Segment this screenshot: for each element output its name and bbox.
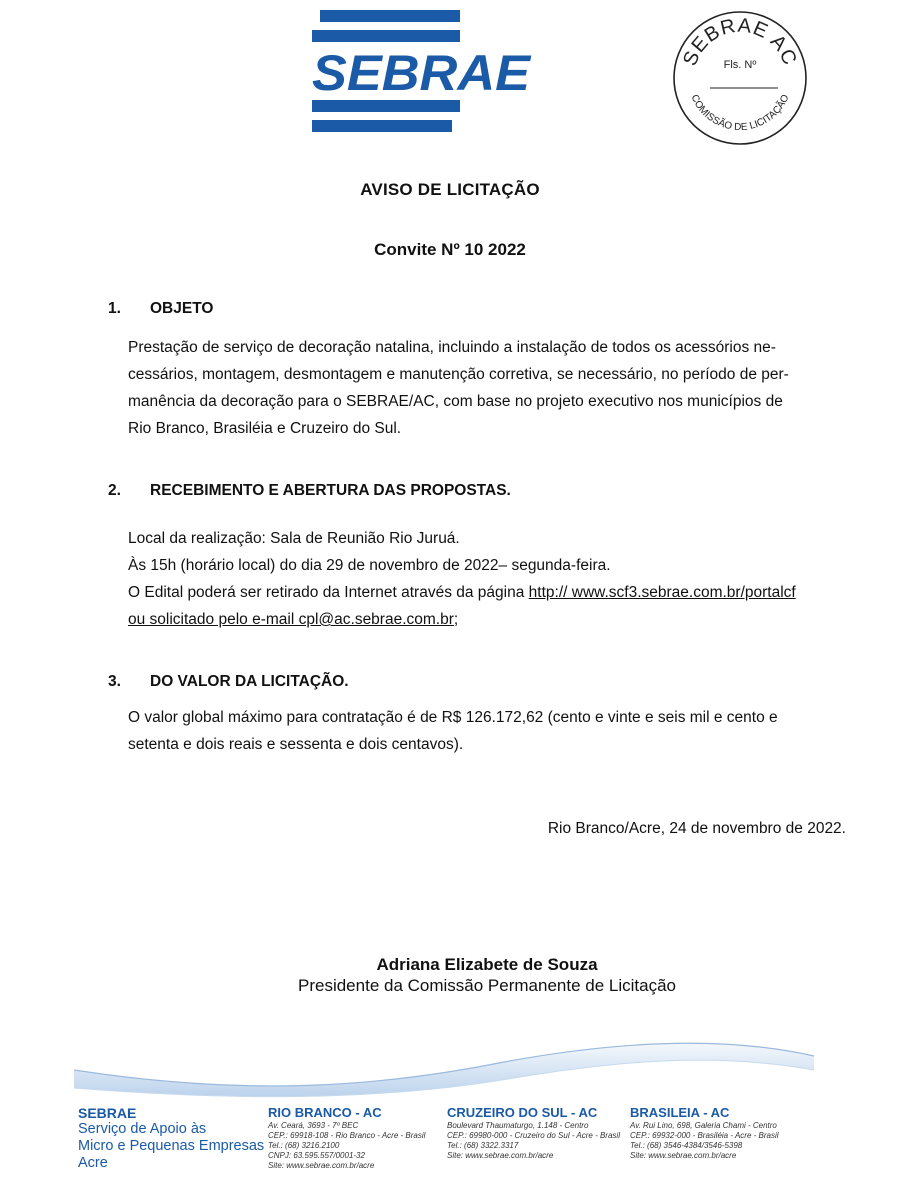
- svg-text:COMISSÃO DE LICITAÇÃO: [689, 93, 792, 133]
- meeting-time: Às 15h (horário local) do dia 29 de novembro de 2022– segunda-feira.: [128, 557, 611, 574]
- commission-stamp: [670, 8, 810, 148]
- edital-line-2: [128, 606, 850, 633]
- section-2-heading: RECEBIMENTO E ABERTURA DAS PROPOSTAS.: [150, 482, 511, 499]
- office-line: Av. Ceará, 3693 - 7º BEC: [268, 1121, 359, 1130]
- office-name: RIO BRANCO - AC: [268, 1105, 382, 1120]
- office-line: Tel.: (68) 3322.3317: [447, 1141, 519, 1150]
- office-line: Boulevard Thaumaturgo, 1.148 - Centro: [447, 1121, 589, 1130]
- office-line: Site: www.sebrae.com.br/acre: [447, 1151, 554, 1160]
- edital-prefix: O Edital poderá ser retirado da Internet através da página: [128, 584, 529, 601]
- section-1-line: Prestação de serviço de decoração natalina, incluindo a instalação de todos os acessórios ne-: [128, 339, 776, 356]
- document-title: AVISO DE LICITAÇÃO: [360, 180, 540, 199]
- stamp-bottom-text: COMISSÃO DE LICITAÇÃO: [688, 93, 792, 134]
- footer-wave-decoration: [74, 1018, 824, 1100]
- office-line: CEP.: 69932-000 - Brasiléia - Acre - Brasil: [630, 1131, 779, 1140]
- section-3-body: [128, 704, 850, 758]
- footer-brand-name: SEBRAE: [78, 1105, 137, 1121]
- footer-brand-line: Micro e Pequenas Empresas: [78, 1138, 265, 1154]
- section-3-line: setenta e dois reais e sessenta e dois centavos).: [128, 736, 464, 753]
- edital-end: ;: [453, 611, 459, 628]
- footer-office-cruzeiro: [447, 1105, 627, 1161]
- section-3-heading: DO VALOR DA LICITAÇÃO.: [150, 673, 349, 690]
- document-subtitle: Convite Nº 10 2022: [374, 240, 526, 259]
- section-1-line: manência da decoração para o SEBRAE/AC, com base no projeto executivo nos municípios de: [128, 393, 783, 410]
- sebrae-logo: [308, 10, 534, 132]
- footer-office-brasileia: [630, 1105, 810, 1161]
- office-line: CNPJ: 63.595.557/0001-32: [268, 1151, 365, 1160]
- footer-brand-line: Acre: [78, 1155, 108, 1171]
- office-line: Av. Rui Lino, 698, Galeria Chami - Centro: [630, 1121, 777, 1130]
- section-3-number: 3.: [108, 673, 121, 690]
- office-line: Tel.: (68) 3216.2100: [268, 1141, 340, 1150]
- signatory-name: Adriana Elizabete de Souza: [376, 955, 598, 974]
- logo-text: SEBRAE: [312, 45, 532, 101]
- section-2-number: 2.: [108, 482, 121, 499]
- section-1-number: 1.: [108, 300, 121, 317]
- section-3-line: O valor global máximo para contratação é de R$ 126.172,62 (cento e vinte e seis mil e cento e: [128, 709, 778, 726]
- office-name: BRASILEIA - AC: [630, 1105, 730, 1120]
- office-line: CEP.: 69980-000 - Cruzeiro do Sul - Acre - Brasil: [447, 1131, 620, 1140]
- section-1-line: cessários, montagem, desmontagem e manutenção corretiva, se necessário, no período de per-: [128, 366, 789, 383]
- footer-brand-line: Serviço de Apoio às: [78, 1121, 207, 1137]
- edital-link[interactable]: http:// www.scf3.sebrae.com.br/portalcf: [528, 584, 796, 601]
- stamp-top-text: SEBRAE AC: [679, 14, 801, 69]
- footer-brand: [78, 1105, 268, 1172]
- place-date: Rio Branco/Acre, 24 de novembro de 2022.: [547, 820, 846, 837]
- footer-office-rio-branco: [268, 1105, 438, 1171]
- section-1-line: Rio Branco, Brasiléia e Cruzeiro do Sul.: [128, 420, 402, 437]
- office-line: Site: www.sebrae.com.br/acre: [630, 1151, 737, 1160]
- signatory-role: Presidente da Comissão Permanente de Licitação: [298, 976, 676, 995]
- meeting-location: Local da realização: Sala de Reunião Rio Juruá.: [128, 530, 460, 547]
- section-1-heading: OBJETO: [150, 300, 214, 317]
- office-line: CEP.: 69918-108 - Rio Branco - Acre - Brasil: [268, 1131, 426, 1140]
- edital-line: [128, 579, 850, 606]
- section-2-body: [128, 525, 850, 633]
- section-1-body: [128, 334, 850, 442]
- edital-email-link[interactable]: ou solicitado pelo e-mail cpl@ac.sebrae.com.br: [128, 611, 454, 628]
- office-line: Tel.: (68) 3546-4384/3546-5398: [630, 1141, 743, 1150]
- office-line: Site: www.sebrae.com.br/acre: [268, 1161, 375, 1170]
- stamp-center-text: Fls. Nº: [723, 59, 757, 71]
- office-name: CRUZEIRO DO SUL - AC: [447, 1105, 598, 1120]
